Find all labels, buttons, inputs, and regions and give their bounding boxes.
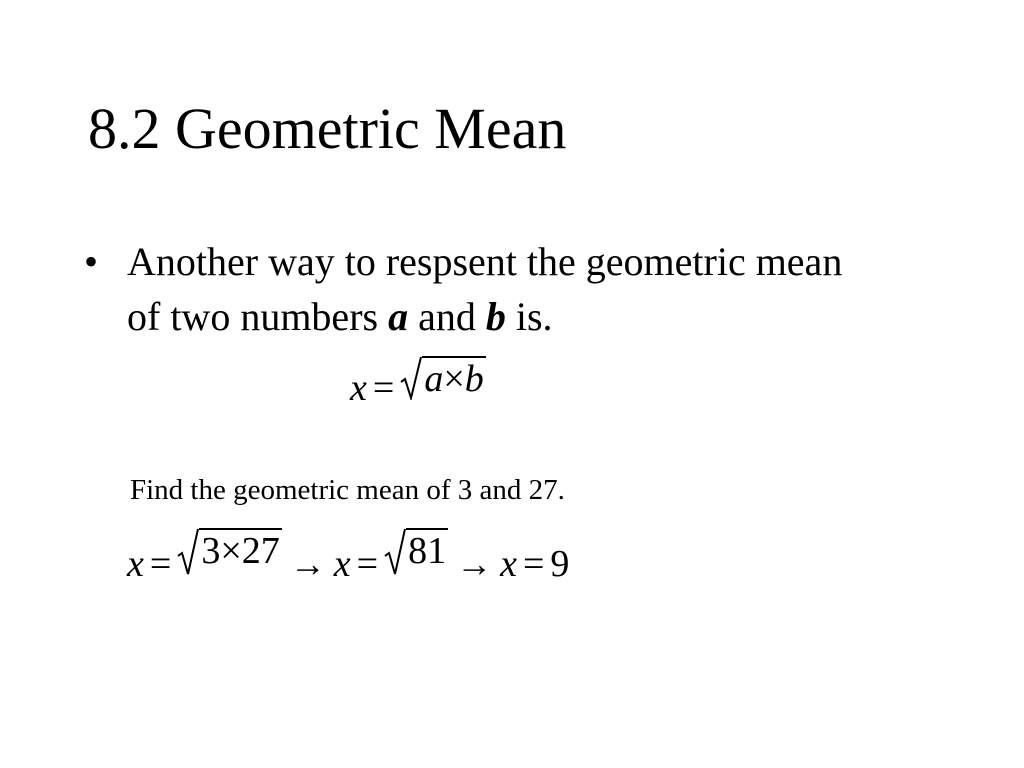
step3-result: 9	[550, 543, 570, 585]
bullet-text-start: Another way to respsent the geometric mean of two numbers	[127, 239, 843, 339]
step3-lhs: x	[500, 543, 517, 585]
step1-radicand	[199, 528, 281, 576]
step1-factor-a: 3	[201, 530, 221, 572]
radicand-b: b	[464, 358, 484, 400]
bullet-marker: •	[84, 239, 99, 284]
formula-equals: =	[372, 367, 395, 409]
step2-square-root	[384, 528, 448, 576]
geometric-mean-formula	[350, 356, 486, 410]
arrow-right-icon: →	[289, 544, 326, 584]
arrow-right-icon: →	[456, 544, 493, 584]
variable-b: b	[485, 294, 506, 339]
step1-times-sign: ×	[220, 530, 242, 572]
step1-factor-b: 27	[241, 530, 280, 572]
bullet-text-mid: and	[408, 294, 486, 339]
variable-a: a	[388, 294, 409, 339]
square-root	[400, 356, 485, 400]
radical-sign-icon	[400, 356, 422, 400]
slide-title: 8.2 Geometric Mean	[88, 96, 567, 161]
bullet-text-end: is.	[505, 294, 553, 339]
times-sign: ×	[443, 358, 465, 400]
step1-lhs: x	[127, 543, 144, 585]
radical-sign-icon	[177, 528, 199, 576]
step2-lhs: x	[333, 543, 351, 585]
solution-formula	[127, 528, 569, 586]
formula-lhs: x	[350, 367, 367, 409]
bullet-item	[84, 234, 844, 344]
example-question: Find the geometric mean of 3 and 27.	[130, 474, 565, 506]
bullet-text	[127, 234, 844, 344]
step3-equals: =	[522, 543, 545, 585]
step1-square-root	[177, 528, 281, 576]
step1-equals: =	[149, 543, 172, 585]
step2-radicand: 81	[406, 528, 448, 576]
radical-sign-icon	[384, 528, 406, 576]
step2-equals: =	[356, 543, 379, 585]
formula-radicand	[422, 356, 485, 400]
radicand-a: a	[424, 358, 444, 400]
